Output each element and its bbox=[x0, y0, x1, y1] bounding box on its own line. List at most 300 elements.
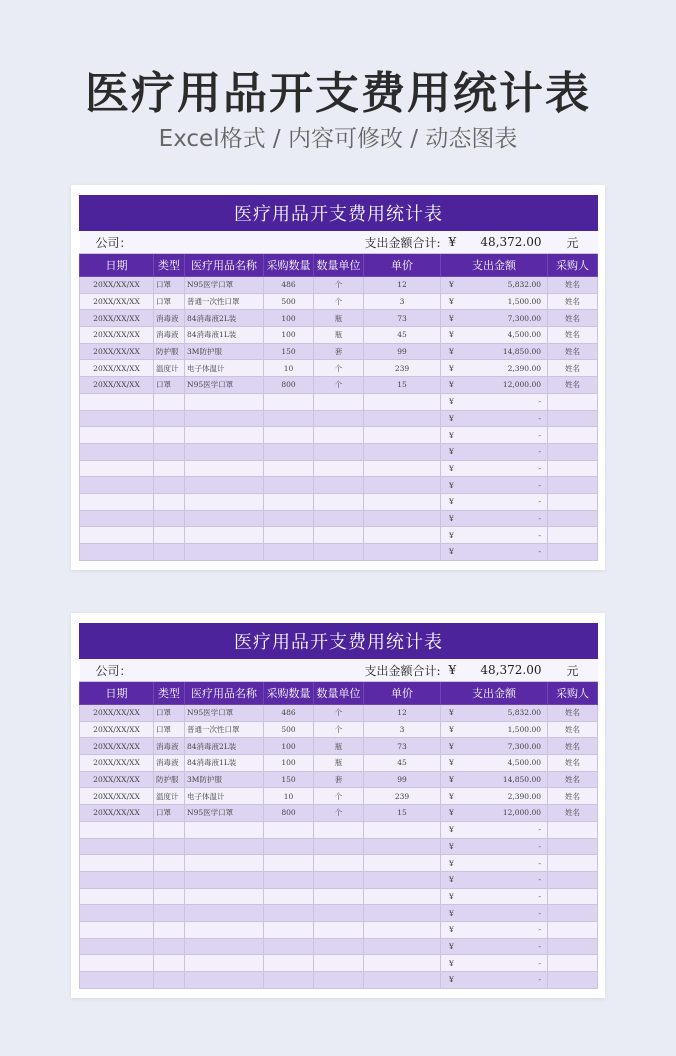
cell-quantity-unit[interactable] bbox=[314, 544, 364, 561]
cell-quantity-unit[interactable]: 套 bbox=[314, 771, 364, 788]
cell-quantity[interactable] bbox=[264, 838, 314, 855]
cell-quantity-unit[interactable] bbox=[314, 393, 364, 410]
cell-item-name[interactable] bbox=[185, 921, 264, 938]
cell-type[interactable] bbox=[154, 905, 185, 922]
cell-quantity[interactable] bbox=[264, 921, 314, 938]
cell-item-name[interactable] bbox=[185, 460, 264, 477]
cell-amount[interactable] bbox=[441, 821, 548, 838]
cell-quantity-unit[interactable] bbox=[314, 527, 364, 544]
cell-unit-price[interactable] bbox=[364, 393, 441, 410]
cell-amount[interactable] bbox=[441, 510, 548, 527]
cell-buyer[interactable] bbox=[548, 972, 598, 989]
cell-item-name[interactable]: N95医学口罩 bbox=[185, 805, 264, 822]
cell-date[interactable] bbox=[80, 955, 154, 972]
cell-date[interactable] bbox=[80, 410, 154, 427]
cell-date[interactable]: 20XX/XX/XX bbox=[80, 771, 154, 788]
cell-unit-price[interactable] bbox=[364, 477, 441, 494]
cell-date[interactable] bbox=[80, 460, 154, 477]
cell-amount[interactable] bbox=[441, 393, 548, 410]
cell-unit-price[interactable] bbox=[364, 821, 441, 838]
cell-date[interactable] bbox=[80, 493, 154, 510]
company-label: 公司： bbox=[80, 659, 185, 682]
currency-symbol: ¥ bbox=[449, 941, 454, 951]
cell-item-name[interactable] bbox=[185, 443, 264, 460]
cell-amount[interactable] bbox=[441, 443, 548, 460]
cell-date[interactable] bbox=[80, 544, 154, 561]
cell-quantity[interactable] bbox=[264, 888, 314, 905]
cell-amount[interactable] bbox=[441, 805, 548, 822]
cell-item-name[interactable] bbox=[185, 972, 264, 989]
cell-amount[interactable] bbox=[441, 705, 548, 722]
cell-item-name[interactable]: N95医学口罩 bbox=[185, 277, 264, 294]
cell-unit-price[interactable]: 73 bbox=[364, 738, 441, 755]
cell-unit-price[interactable]: 45 bbox=[364, 327, 441, 344]
sheet-title: 医疗用品开支费用统计表 bbox=[80, 196, 598, 231]
cell-buyer[interactable]: 姓名 bbox=[548, 277, 598, 294]
cell-quantity-unit[interactable] bbox=[314, 972, 364, 989]
cell-date[interactable] bbox=[80, 871, 154, 888]
cell-quantity-unit[interactable]: 个 bbox=[314, 377, 364, 394]
cell-quantity[interactable] bbox=[264, 972, 314, 989]
cell-item-name[interactable]: 84消毒液2L装 bbox=[185, 738, 264, 755]
cell-quantity-unit[interactable] bbox=[314, 460, 364, 477]
cell-quantity[interactable]: 800 bbox=[264, 805, 314, 822]
cell-quantity[interactable]: 10 bbox=[264, 788, 314, 805]
cell-item-name[interactable] bbox=[185, 544, 264, 561]
cell-buyer[interactable] bbox=[548, 427, 598, 444]
cell-item-name[interactable] bbox=[185, 393, 264, 410]
cell-buyer[interactable] bbox=[548, 460, 598, 477]
cell-unit-price[interactable]: 3 bbox=[364, 721, 441, 738]
cell-amount[interactable] bbox=[441, 938, 548, 955]
cell-amount[interactable] bbox=[441, 771, 548, 788]
amount-value: - bbox=[538, 858, 541, 868]
cell-unit-price[interactable] bbox=[364, 410, 441, 427]
cell-unit-price[interactable]: 15 bbox=[364, 805, 441, 822]
cell-item-name[interactable]: 84消毒液2L装 bbox=[185, 310, 264, 327]
cell-amount[interactable] bbox=[441, 838, 548, 855]
cell-amount[interactable] bbox=[441, 277, 548, 294]
cell-type[interactable]: 消毒液 bbox=[154, 755, 185, 772]
table-row bbox=[80, 460, 598, 477]
cell-quantity-unit[interactable] bbox=[314, 510, 364, 527]
cell-item-name[interactable]: 电子体温计 bbox=[185, 360, 264, 377]
cell-item-name[interactable] bbox=[185, 527, 264, 544]
cell-type[interactable] bbox=[154, 821, 185, 838]
cell-quantity-unit[interactable] bbox=[314, 838, 364, 855]
cell-item-name[interactable] bbox=[185, 477, 264, 494]
cell-type[interactable]: 口罩 bbox=[154, 805, 185, 822]
cell-amount[interactable] bbox=[441, 327, 548, 344]
cell-amount[interactable] bbox=[441, 310, 548, 327]
cell-quantity[interactable] bbox=[264, 905, 314, 922]
cell-date[interactable] bbox=[80, 510, 154, 527]
cell-buyer[interactable] bbox=[548, 410, 598, 427]
cell-type[interactable]: 口罩 bbox=[154, 721, 185, 738]
cell-buyer[interactable] bbox=[548, 938, 598, 955]
cell-quantity-unit[interactable]: 个 bbox=[314, 360, 364, 377]
amount-value: 5,832.00 bbox=[507, 708, 541, 718]
cell-quantity-unit[interactable] bbox=[314, 477, 364, 494]
cell-quantity-unit[interactable]: 个 bbox=[314, 805, 364, 822]
cell-amount[interactable] bbox=[441, 360, 548, 377]
cell-type[interactable] bbox=[154, 477, 185, 494]
currency-symbol: ¥ bbox=[449, 497, 454, 507]
cell-amount[interactable] bbox=[441, 921, 548, 938]
cell-quantity[interactable] bbox=[264, 493, 314, 510]
cell-item-name[interactable] bbox=[185, 955, 264, 972]
cell-buyer[interactable] bbox=[548, 838, 598, 855]
cell-item-name[interactable] bbox=[185, 838, 264, 855]
cell-quantity[interactable] bbox=[264, 443, 314, 460]
cell-amount[interactable] bbox=[441, 855, 548, 872]
cell-unit-price[interactable] bbox=[364, 443, 441, 460]
cell-date[interactable] bbox=[80, 921, 154, 938]
cell-quantity-unit[interactable] bbox=[314, 955, 364, 972]
cell-type[interactable] bbox=[154, 410, 185, 427]
table-row bbox=[80, 310, 598, 327]
cell-type[interactable]: 消毒液 bbox=[154, 327, 185, 344]
cell-type[interactable]: 口罩 bbox=[154, 277, 185, 294]
cell-type[interactable] bbox=[154, 955, 185, 972]
cell-quantity[interactable] bbox=[264, 393, 314, 410]
cell-item-name[interactable]: 3M防护服 bbox=[185, 343, 264, 360]
cell-quantity[interactable]: 100 bbox=[264, 310, 314, 327]
cell-unit-price[interactable] bbox=[364, 838, 441, 855]
cell-unit-price[interactable]: 99 bbox=[364, 343, 441, 360]
cell-quantity[interactable] bbox=[264, 427, 314, 444]
cell-amount[interactable] bbox=[441, 377, 548, 394]
amount-value: 1,500.00 bbox=[507, 297, 541, 307]
cell-type[interactable] bbox=[154, 427, 185, 444]
cell-quantity-unit[interactable] bbox=[314, 888, 364, 905]
cell-buyer[interactable] bbox=[548, 493, 598, 510]
header-buyer: 采购人 bbox=[548, 254, 598, 277]
cell-item-name[interactable] bbox=[185, 905, 264, 922]
cell-date[interactable]: 20XX/XX/XX bbox=[80, 738, 154, 755]
cell-quantity[interactable] bbox=[264, 821, 314, 838]
currency-symbol: ¥ bbox=[449, 363, 454, 373]
cell-amount[interactable] bbox=[441, 788, 548, 805]
cell-date[interactable] bbox=[80, 855, 154, 872]
cell-date[interactable]: 20XX/XX/XX bbox=[80, 277, 154, 294]
cell-date[interactable] bbox=[80, 821, 154, 838]
cell-quantity[interactable]: 10 bbox=[264, 360, 314, 377]
cell-item-name[interactable]: 普通一次性口罩 bbox=[185, 721, 264, 738]
cell-date[interactable]: 20XX/XX/XX bbox=[80, 360, 154, 377]
cell-buyer[interactable]: 姓名 bbox=[548, 788, 598, 805]
cell-unit-price[interactable]: 12 bbox=[364, 277, 441, 294]
cell-item-name[interactable]: N95医学口罩 bbox=[185, 705, 264, 722]
cell-item-name[interactable]: 84消毒液1L装 bbox=[185, 327, 264, 344]
cell-quantity-unit[interactable]: 个 bbox=[314, 705, 364, 722]
cell-buyer[interactable]: 姓名 bbox=[548, 771, 598, 788]
cell-type[interactable] bbox=[154, 838, 185, 855]
cell-quantity-unit[interactable]: 个 bbox=[314, 277, 364, 294]
cell-amount[interactable] bbox=[441, 888, 548, 905]
cell-quantity-unit[interactable]: 瓶 bbox=[314, 755, 364, 772]
cell-unit-price[interactable] bbox=[364, 510, 441, 527]
cell-item-name[interactable] bbox=[185, 493, 264, 510]
cell-quantity[interactable]: 100 bbox=[264, 738, 314, 755]
cell-type[interactable]: 消毒液 bbox=[154, 310, 185, 327]
cell-quantity[interactable]: 800 bbox=[264, 377, 314, 394]
cell-buyer[interactable] bbox=[548, 888, 598, 905]
cell-type[interactable]: 口罩 bbox=[154, 377, 185, 394]
cell-type[interactable]: 口罩 bbox=[154, 293, 185, 310]
cell-type[interactable]: 消毒液 bbox=[154, 738, 185, 755]
cell-date[interactable] bbox=[80, 443, 154, 460]
cell-unit-price[interactable]: 45 bbox=[364, 755, 441, 772]
cell-buyer[interactable]: 姓名 bbox=[548, 360, 598, 377]
cell-buyer[interactable] bbox=[548, 905, 598, 922]
cell-type[interactable] bbox=[154, 460, 185, 477]
cell-quantity-unit[interactable] bbox=[314, 443, 364, 460]
cell-amount[interactable] bbox=[441, 905, 548, 922]
cell-unit-price[interactable]: 15 bbox=[364, 377, 441, 394]
cell-type[interactable] bbox=[154, 393, 185, 410]
cell-buyer[interactable]: 姓名 bbox=[548, 343, 598, 360]
cell-unit-price[interactable]: 3 bbox=[364, 293, 441, 310]
cell-buyer[interactable] bbox=[548, 921, 598, 938]
cell-quantity-unit[interactable]: 个 bbox=[314, 788, 364, 805]
cell-date[interactable] bbox=[80, 527, 154, 544]
cell-type[interactable] bbox=[154, 921, 185, 938]
cell-item-name[interactable] bbox=[185, 938, 264, 955]
cell-buyer[interactable] bbox=[548, 527, 598, 544]
amount-value: 4,500.00 bbox=[507, 330, 541, 340]
cell-unit-price[interactable] bbox=[364, 427, 441, 444]
cell-item-name[interactable] bbox=[185, 821, 264, 838]
cell-type[interactable] bbox=[154, 544, 185, 561]
cell-quantity-unit[interactable] bbox=[314, 821, 364, 838]
cell-date[interactable]: 20XX/XX/XX bbox=[80, 705, 154, 722]
cell-unit-price[interactable] bbox=[364, 460, 441, 477]
company-value[interactable] bbox=[185, 231, 264, 254]
cell-quantity-unit[interactable] bbox=[314, 938, 364, 955]
cell-buyer[interactable]: 姓名 bbox=[548, 293, 598, 310]
cell-amount[interactable] bbox=[441, 527, 548, 544]
cell-quantity[interactable] bbox=[264, 510, 314, 527]
cell-buyer[interactable]: 姓名 bbox=[548, 738, 598, 755]
table-row bbox=[80, 972, 598, 989]
cell-type[interactable]: 防护服 bbox=[154, 771, 185, 788]
cell-quantity-unit[interactable]: 瓶 bbox=[314, 327, 364, 344]
cell-date[interactable]: 20XX/XX/XX bbox=[80, 377, 154, 394]
cell-buyer[interactable] bbox=[548, 855, 598, 872]
amount-value: 2,390.00 bbox=[507, 791, 541, 801]
cell-item-name[interactable]: 电子体温计 bbox=[185, 788, 264, 805]
unit-label: 元 bbox=[548, 659, 598, 682]
cell-quantity-unit[interactable] bbox=[314, 871, 364, 888]
table-row bbox=[80, 705, 598, 722]
cell-unit-price[interactable] bbox=[364, 527, 441, 544]
cell-buyer[interactable]: 姓名 bbox=[548, 377, 598, 394]
cell-quantity[interactable] bbox=[264, 955, 314, 972]
cell-quantity[interactable]: 100 bbox=[264, 755, 314, 772]
cell-quantity-unit[interactable]: 瓶 bbox=[314, 310, 364, 327]
cell-unit-price[interactable] bbox=[364, 544, 441, 561]
cell-date[interactable] bbox=[80, 393, 154, 410]
cell-type[interactable] bbox=[154, 527, 185, 544]
cell-quantity-unit[interactable] bbox=[314, 905, 364, 922]
cell-date[interactable] bbox=[80, 888, 154, 905]
cell-buyer[interactable]: 姓名 bbox=[548, 755, 598, 772]
cell-item-name[interactable]: N95医学口罩 bbox=[185, 377, 264, 394]
cell-buyer[interactable] bbox=[548, 393, 598, 410]
cell-quantity-unit[interactable]: 个 bbox=[314, 721, 364, 738]
cell-type[interactable]: 口罩 bbox=[154, 705, 185, 722]
total-amount bbox=[441, 659, 548, 682]
cell-quantity[interactable] bbox=[264, 938, 314, 955]
cell-type[interactable] bbox=[154, 871, 185, 888]
cell-quantity[interactable] bbox=[264, 855, 314, 872]
cell-quantity[interactable] bbox=[264, 477, 314, 494]
cell-unit-price[interactable]: 239 bbox=[364, 788, 441, 805]
cell-type[interactable] bbox=[154, 510, 185, 527]
cell-type[interactable] bbox=[154, 493, 185, 510]
cell-quantity[interactable]: 500 bbox=[264, 721, 314, 738]
cell-unit-price[interactable] bbox=[364, 955, 441, 972]
cell-quantity-unit[interactable]: 套 bbox=[314, 343, 364, 360]
cell-buyer[interactable]: 姓名 bbox=[548, 721, 598, 738]
cell-amount[interactable] bbox=[441, 293, 548, 310]
cell-buyer[interactable] bbox=[548, 544, 598, 561]
cell-type[interactable] bbox=[154, 888, 185, 905]
cell-amount[interactable] bbox=[441, 410, 548, 427]
cell-date[interactable] bbox=[80, 905, 154, 922]
currency-symbol: ¥ bbox=[449, 875, 454, 885]
cell-quantity[interactable] bbox=[264, 460, 314, 477]
cell-buyer[interactable] bbox=[548, 871, 598, 888]
cell-buyer[interactable] bbox=[548, 821, 598, 838]
cell-unit-price[interactable] bbox=[364, 905, 441, 922]
cell-quantity-unit[interactable] bbox=[314, 855, 364, 872]
cell-quantity-unit[interactable] bbox=[314, 427, 364, 444]
cell-amount[interactable] bbox=[441, 493, 548, 510]
cell-amount[interactable] bbox=[441, 972, 548, 989]
cell-amount[interactable] bbox=[441, 343, 548, 360]
cell-date[interactable]: 20XX/XX/XX bbox=[80, 805, 154, 822]
cell-buyer[interactable]: 姓名 bbox=[548, 705, 598, 722]
cell-amount[interactable] bbox=[441, 427, 548, 444]
cell-quantity[interactable]: 500 bbox=[264, 293, 314, 310]
cell-quantity-unit[interactable] bbox=[314, 921, 364, 938]
cell-buyer[interactable]: 姓名 bbox=[548, 310, 598, 327]
cell-quantity[interactable]: 486 bbox=[264, 705, 314, 722]
sheet-title: 医疗用品开支费用统计表 bbox=[80, 624, 598, 659]
cell-item-name[interactable] bbox=[185, 410, 264, 427]
cell-quantity[interactable]: 100 bbox=[264, 327, 314, 344]
cell-amount[interactable] bbox=[441, 738, 548, 755]
cell-quantity-unit[interactable] bbox=[314, 410, 364, 427]
cell-quantity-unit[interactable]: 个 bbox=[314, 293, 364, 310]
amount-value: - bbox=[538, 430, 541, 440]
cell-quantity[interactable]: 150 bbox=[264, 343, 314, 360]
cell-quantity-unit[interactable]: 瓶 bbox=[314, 738, 364, 755]
cell-unit-price[interactable] bbox=[364, 855, 441, 872]
cell-buyer[interactable] bbox=[548, 443, 598, 460]
cell-unit-price[interactable]: 99 bbox=[364, 771, 441, 788]
cell-date[interactable] bbox=[80, 972, 154, 989]
cell-amount[interactable] bbox=[441, 871, 548, 888]
cell-date[interactable] bbox=[80, 938, 154, 955]
cell-date[interactable] bbox=[80, 477, 154, 494]
cell-type[interactable] bbox=[154, 855, 185, 872]
cell-item-name[interactable] bbox=[185, 855, 264, 872]
cell-unit-price[interactable]: 12 bbox=[364, 705, 441, 722]
cell-type[interactable] bbox=[154, 443, 185, 460]
cell-date[interactable] bbox=[80, 838, 154, 855]
cell-date[interactable]: 20XX/XX/XX bbox=[80, 788, 154, 805]
cell-item-name[interactable] bbox=[185, 871, 264, 888]
cell-quantity[interactable] bbox=[264, 527, 314, 544]
cell-item-name[interactable]: 84消毒液1L装 bbox=[185, 755, 264, 772]
table-row bbox=[80, 360, 598, 377]
cell-amount[interactable] bbox=[441, 460, 548, 477]
cell-buyer[interactable] bbox=[548, 955, 598, 972]
cell-amount[interactable] bbox=[441, 755, 548, 772]
cell-quantity[interactable]: 486 bbox=[264, 277, 314, 294]
cell-amount[interactable] bbox=[441, 955, 548, 972]
cell-amount[interactable] bbox=[441, 477, 548, 494]
cell-buyer[interactable]: 姓名 bbox=[548, 805, 598, 822]
cell-type[interactable]: 防护服 bbox=[154, 343, 185, 360]
cell-date[interactable]: 20XX/XX/XX bbox=[80, 721, 154, 738]
cell-date[interactable]: 20XX/XX/XX bbox=[80, 327, 154, 344]
cell-unit-price[interactable] bbox=[364, 888, 441, 905]
cell-buyer[interactable] bbox=[548, 510, 598, 527]
cell-unit-price[interactable] bbox=[364, 871, 441, 888]
cell-quantity[interactable] bbox=[264, 410, 314, 427]
cell-quantity[interactable]: 150 bbox=[264, 771, 314, 788]
amount-value: - bbox=[538, 925, 541, 935]
cell-item-name[interactable] bbox=[185, 888, 264, 905]
cell-buyer[interactable] bbox=[548, 477, 598, 494]
cell-date[interactable] bbox=[80, 427, 154, 444]
cell-unit-price[interactable] bbox=[364, 938, 441, 955]
cell-quantity[interactable] bbox=[264, 871, 314, 888]
cell-item-name[interactable] bbox=[185, 427, 264, 444]
cell-unit-price[interactable] bbox=[364, 921, 441, 938]
cell-quantity[interactable] bbox=[264, 544, 314, 561]
cell-type[interactable] bbox=[154, 972, 185, 989]
cell-date[interactable]: 20XX/XX/XX bbox=[80, 755, 154, 772]
cell-date[interactable]: 20XX/XX/XX bbox=[80, 310, 154, 327]
cell-type[interactable]: 温度计 bbox=[154, 788, 185, 805]
cell-buyer[interactable]: 姓名 bbox=[548, 327, 598, 344]
cell-amount[interactable] bbox=[441, 544, 548, 561]
cell-type[interactable] bbox=[154, 938, 185, 955]
cell-item-name[interactable] bbox=[185, 510, 264, 527]
cell-item-name[interactable]: 3M防护服 bbox=[185, 771, 264, 788]
cell-type[interactable]: 温度计 bbox=[154, 360, 185, 377]
cell-date[interactable]: 20XX/XX/XX bbox=[80, 293, 154, 310]
cell-quantity-unit[interactable] bbox=[314, 493, 364, 510]
total-label: 支出金额合计: bbox=[264, 659, 441, 682]
cell-unit-price[interactable]: 239 bbox=[364, 360, 441, 377]
header-item-name: 医疗用品名称 bbox=[185, 682, 264, 705]
cell-date[interactable]: 20XX/XX/XX bbox=[80, 343, 154, 360]
company-value[interactable] bbox=[185, 659, 264, 682]
cell-unit-price[interactable]: 73 bbox=[364, 310, 441, 327]
header-amount: 支出金额 bbox=[441, 254, 548, 277]
cell-unit-price[interactable] bbox=[364, 493, 441, 510]
cell-amount[interactable] bbox=[441, 721, 548, 738]
spreadsheet-card-2 bbox=[71, 613, 605, 998]
cell-item-name[interactable]: 普通一次性口罩 bbox=[185, 293, 264, 310]
cell-unit-price[interactable] bbox=[364, 972, 441, 989]
